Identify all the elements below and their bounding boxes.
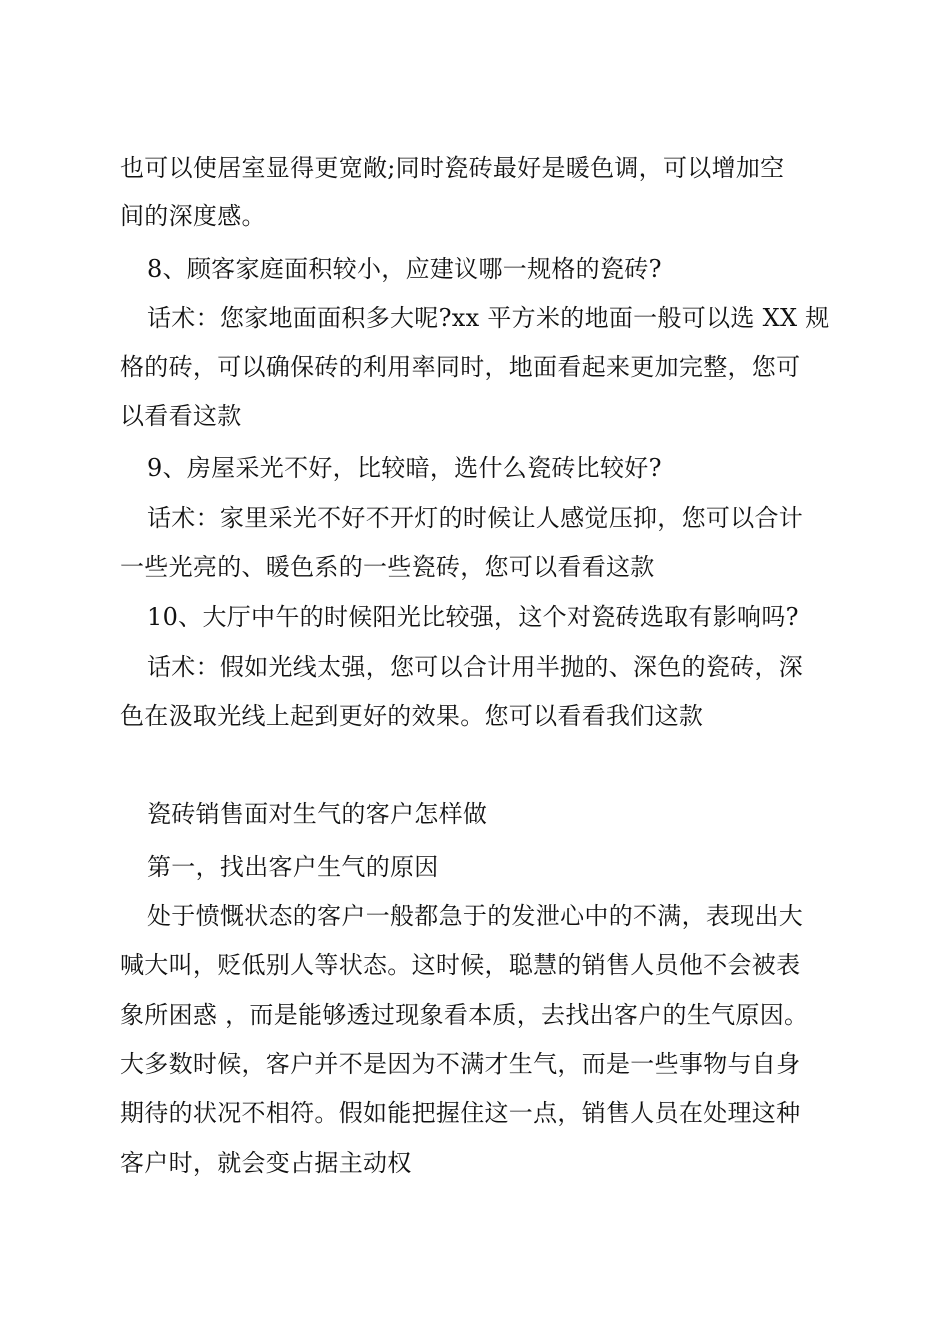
section-subheading: 第一，找出客户生气的原因 <box>147 853 439 881</box>
answer-text-line: 色在汲取光线上起到更好的效果。您可以看看我们这款 <box>120 702 704 730</box>
body-text-line: 大多数时候，客户并不是因为不满才生气，而是一些事物与自身 <box>120 1050 801 1078</box>
body-text-line: 客户时，就会变占据主动权 <box>120 1149 412 1177</box>
answer-text-line: 话术：家里采光不好不开灯的时候让人感觉压抑，您可以合计 <box>147 504 804 532</box>
body-text-line: 象所困惑 ，而是能够透过现象看本质，去找出客户的生气原因。 <box>120 1001 809 1029</box>
answer-text-line: 以看看这款 <box>120 402 242 430</box>
question-heading: 9、房屋采光不好，比较暗，选什么瓷砖比较好? <box>147 454 662 482</box>
body-text-line: 喊大叫，贬低别人等状态。这时候，聪慧的销售人员他不会被表 <box>120 951 801 979</box>
answer-text-line: 一些光亮的、暖色系的一些瓷砖，您可以看看这款 <box>120 553 655 581</box>
body-text-line: 也可以使居室显得更宽敞;同时瓷砖最好是暖色调，可以增加空 <box>120 154 785 182</box>
section-title: 瓷砖销售面对生气的客户怎样做 <box>147 800 488 828</box>
answer-text-line: 格的砖，可以确保砖的利用率同时，地面看起来更加完整，您可 <box>120 353 801 381</box>
question-heading: 8、顾客家庭面积较小，应建议哪一规格的瓷砖? <box>147 255 662 283</box>
question-heading: 10、大厅中午的时候阳光比较强，这个对瓷砖选取有影响吗? <box>147 603 799 631</box>
body-text-line: 间的深度感。 <box>120 202 266 230</box>
answer-text-line: 话术：假如光线太强，您可以合计用半抛的、深色的瓷砖，深 <box>147 653 804 681</box>
body-text-line: 期待的状况不相符。假如能把握住这一点，销售人员在处理这种 <box>120 1099 801 1127</box>
body-text-line: 处于愤慨状态的客户一般都急于的发泄心中的不满，表现出大 <box>147 902 804 930</box>
answer-text-line: 话术：您家地面面积多大呢?xx 平方米的地面一般可以选 XX 规 <box>147 304 830 332</box>
